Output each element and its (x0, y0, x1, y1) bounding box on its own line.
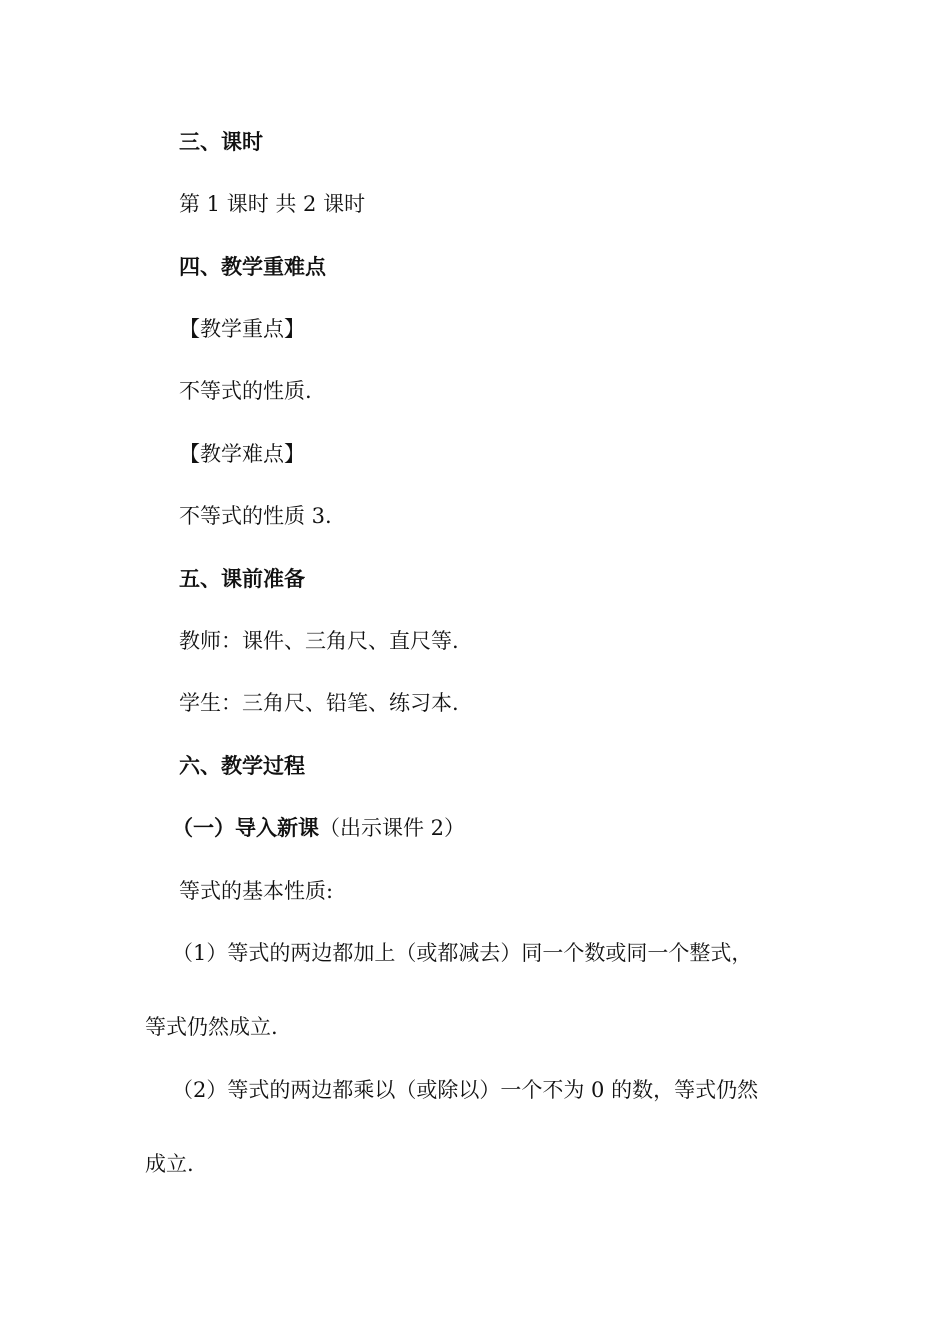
section-heading-key-difficult: 四、教学重难点 (179, 255, 326, 279)
student-preparation: 学生：三角尺、铅笔、练习本. (179, 691, 459, 715)
key-points-label: 【教学重点】 (179, 317, 305, 341)
section-heading-process: 六、教学过程 (179, 754, 305, 778)
property-2-line-2: 成立. (145, 1152, 194, 1176)
section-heading-class-hours: 三、课时 (179, 130, 263, 154)
difficult-points-label: 【教学难点】 (179, 442, 305, 466)
section-heading-preparation: 五、课前准备 (179, 567, 305, 591)
subsection-intro (172, 814, 465, 842)
teacher-preparation: 教师：课件、三角尺、直尺等. (179, 629, 459, 653)
property-1-line-2: 等式仍然成立. (145, 1015, 278, 1039)
property-2-line-1: （2）等式的两边都乘以（或除以）一个不为 0 的数，等式仍然 (172, 1078, 759, 1102)
property-1-line-1: （1）等式的两边都加上（或都减去）同一个数或同一个整式， (172, 941, 753, 965)
subsection-intro-note: （出示课件 2） (319, 816, 466, 840)
class-hours-text: 第 1 课时 共 2 课时 (179, 192, 366, 216)
equality-properties-intro: 等式的基本性质: (179, 879, 334, 903)
key-points-text: 不等式的性质. (179, 379, 312, 403)
subsection-intro-title: （一）导入新课 (172, 816, 319, 840)
difficult-points-text: 不等式的性质 3. (179, 504, 332, 528)
